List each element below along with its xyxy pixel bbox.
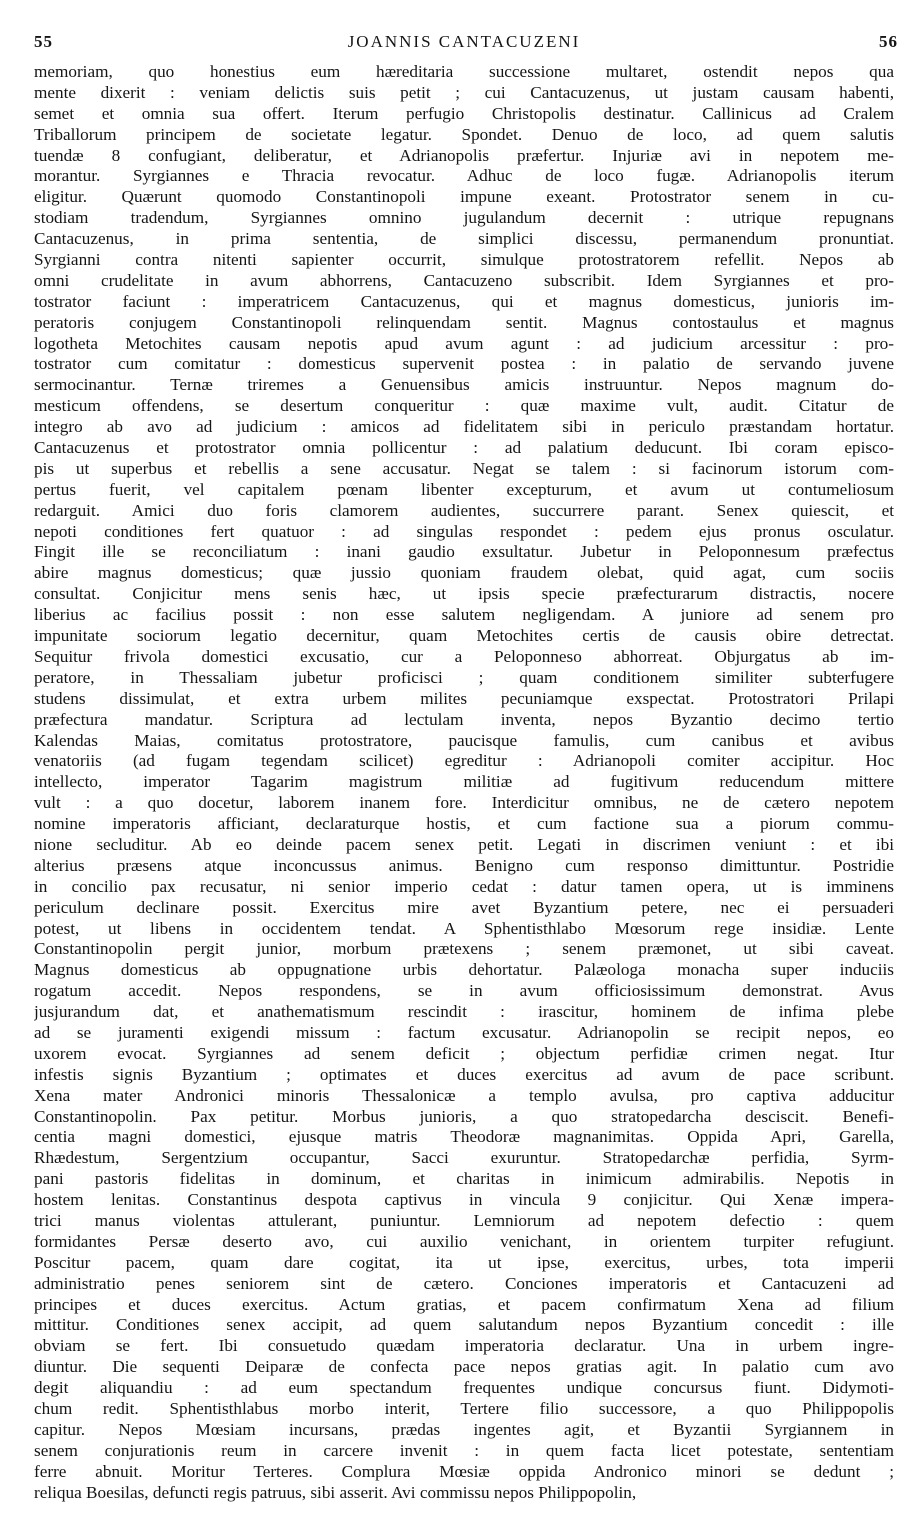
text-line: tuendæ 8 confugiant, deliberatur, et Adrianopolis præfertur. Injuriæ avi in nepotem me-: [34, 145, 894, 165]
text-line: venatoriis (ad fugam tegendam scilicet) egreditur : Adrianopoli comiter accipitur. Hoc: [34, 751, 894, 771]
text-line: Constantinopolin. Pax petitur. Morbus junioris, a quo stratopedarcha desciscit. Benefi-: [34, 1106, 894, 1126]
text-line: Sequitur frivola domestici excusatio, cur a Peloponneso abhorreat. Objurgatus ab im-: [34, 646, 894, 666]
text-line: tostrator faciunt : imperatricem Cantacuzenus, qui et magnus domesticus, junioris im-: [34, 291, 894, 311]
text-line: vult : a quo docetur, laborem inanem fore. Interdicitur omnibus, ne de cætero nepotem: [34, 793, 894, 813]
text-line: morantur. Syrgiannes e Thracia revocatur. Adhuc de loco fugæ. Adrianopolis iterum: [34, 166, 894, 186]
text-line: Magnus domesticus ab oppugnatione urbis dehortatur. Palæologa monacha super induciis: [34, 960, 894, 980]
text-line: integro ab avo ad judicium : amicos ad fidelitatem sibi in periculo præstandam hortatur.: [34, 417, 894, 437]
text-line: reliqua Boesilas, defuncti regis patruus, sibi asserit. Avi commissu nepos Philippopolin,: [34, 1482, 637, 1502]
text-line: omni crudelitate in avum abhorrens, Cantacuzeno subscribit. Idem Syrgiannes et pro-: [34, 270, 894, 290]
page-number-right: 56: [879, 32, 898, 51]
text-line: Fingit ille se reconciliatum : inani gaudio exsultatur. Jubetur in Peloponnesum præfectus: [34, 542, 894, 562]
text-line: chum redit. Sphentisthlabus morbo interit, Tertere filio successore, a quo Philippopolis: [34, 1399, 894, 1418]
text-line: nomine imperatoris afficiant, declaraturque hostis, et cum factione sua a piorum commu-: [34, 814, 894, 834]
text-line: nepoti conditiones fert quatuor : ad singulas respondet : pedem ejus pronus osculatur.: [34, 521, 894, 541]
text-line: degit aliquandiu : ad eum spectandum frequentes undique concursus fiunt. Didymoti-: [34, 1378, 894, 1398]
text-line: pis ut superbus et rebellis a sene accusatur. Negat se talem : si facinorum istorum com-: [34, 458, 894, 478]
text-line: studens dissimulat, et extra urbem milites pecuniamque exspectat. Protostratori Prilapi: [34, 688, 894, 708]
text-line: præfectura mandatur. Scriptura ad lectulam inventa, nepos Byzantio decimo tertio: [34, 709, 894, 729]
text-line: ferre abnuit. Moritur Terteres. Complura Mœsiæ oppida Andronico minori se dedunt ;: [34, 1461, 894, 1481]
text-line: senem conjurationis reum in carcere invenit : in quem facta licet potestate, sententiam: [34, 1440, 894, 1460]
text-line: diuntur. Die sequenti Deiparæ de confecta pace nepos gratias agit. In palatio cum avo: [34, 1357, 894, 1377]
text-line: Constantinopolin pergit junior, morbum prætexens ; senem præmonet, ut sibi caveat.: [34, 939, 894, 959]
text-line: jusjurandum dat, et anathematismum rescindit : irascitur, hominem de infima plebe: [34, 1002, 894, 1022]
text-line: hostem lenitas. Constantinus despota captivus in vincula 9 conjicitur. Qui Xenæ impera-: [34, 1190, 894, 1210]
text-line: Rhædestum, Sergentzium occupantur, Sacci exuruntur. Stratopedarchæ perfidia, Syrm-: [34, 1148, 894, 1168]
page-header: [34, 32, 898, 62]
text-line: uxorem evocat. Syrgiannes ad senem deficit ; objectum perfidiæ crimen negat. Itur: [34, 1043, 894, 1063]
text-line: Xena mater Andronici minoris Thessalonicæ a templo avulsa, pro captiva adducitur: [34, 1085, 894, 1105]
text-line: ad se juramenti exigendi missum : factum excusatur. Adrianopolin se recipit nepos, eo: [34, 1022, 894, 1042]
text-line: abire magnus domesticus; quæ jussio quoniam fraudem olebat, quid agat, cum sociis: [34, 563, 894, 583]
text-line: obviam se fert. Ibi consuetudo quædam imperatoria declaratur. Una in urbem ingre-: [34, 1336, 894, 1356]
text-line: rogatum accedit. Nepos respondens, se in avum officiosissimum demonstrat. Avus: [34, 981, 894, 1001]
text-line: intellecto, imperator Tagarim magistrum militiæ ad fugitivum reducendum mittere: [34, 772, 894, 792]
text-line: semet et omnia sua offert. Iterum perfugio Christopolis destinatur. Callinicus ad Cralem: [34, 103, 894, 123]
text-line: principes et duces exercitus. Actum gratias, et pacem confirmatum Xena ad filium: [34, 1294, 894, 1314]
text-line: mittitur. Conditiones senex accipit, ad quem salutandum nepos Byzantium concedit : ille: [34, 1315, 894, 1335]
text-line: administratio penes seniorem sint de cætero. Conciones imperatoris et Cantacuzeni ad: [34, 1273, 894, 1293]
text-line: Poscitur pacem, quam dare cogitat, ita ut ipse, exercitus, urbes, tota imperii: [34, 1252, 894, 1272]
page-number-left: 55: [34, 32, 53, 51]
text-line: Cantacuzenus et protostrator omnia pollicentur : ad palatium deducunt. Ibi coram episco-: [34, 438, 894, 458]
text-line: Cantacuzenus, in prima sententia, de simplici discessu, permanendum pronuntiat.: [34, 229, 894, 249]
text-line: memoriam, quo honestius eum hæreditaria successione multaret, ostendit nepos qua: [34, 62, 894, 81]
text-line: peratore, in Thessaliam jubetur proficisci ; quam conditionem similiter subterfugere: [34, 667, 894, 687]
text-line: capitur. Nepos Mœsiam incursans, prædas ingentes agit, et Byzantii Syrgiannem in: [34, 1419, 894, 1439]
text-line: periculum declinare possit. Exercitus mire avet Byzantium petere, nec ei persuaderi: [34, 897, 894, 917]
text-line: Syrgianni contra nitenti sapienter occurrit, simulque protostratorem refellit. Nepos ab: [34, 250, 894, 270]
text-line: pertus fuerit, vel capitalem pœnam libenter excepturum, et avum ut contumeliosum: [34, 479, 894, 499]
text-line: peratoris conjugem Constantinopoli relinquendam sentit. Magnus contostaulus et magnus: [34, 312, 894, 332]
text-line: consultat. Conjicitur mens senis hæc, ut ipsis specie præfecturarum distractis, nocere: [34, 584, 894, 604]
text-line: liberius ac facilius possit : non esse salutem negligendam. A juniore ad senem pro: [34, 605, 894, 625]
text-line: Triballorum principem de societate legatur. Spondet. Denuo de loco, ad quem salutis: [34, 124, 894, 144]
text-line: tostrator cum comitatur : domesticus supervenit postea : in palatio de servando juvene: [34, 354, 894, 374]
text-line: potest, ut libens in occidentem tendat. A Sphentisthlabo Mœsorum rege insidiæ. Lente: [34, 918, 894, 938]
text-line: impunitate sociorum legatio decernitur, quam Metochites certis de causis obire detrectat.: [34, 626, 894, 646]
text-line: mesticum offendens, se desertum conqueritur : quæ maxime vult, audit. Citatur de: [34, 396, 894, 416]
text-line: centia magni domestici, ejusque matris Theodoræ magnanimitas. Oppida Apri, Garella,: [34, 1127, 894, 1147]
running-title: JOANNIS CANTACUZENI: [347, 32, 581, 51]
text-line: pani pastoris fidelitas in dominum, et charitas in inimicum admirabilis. Nepotis in: [34, 1169, 894, 1189]
document-page: [34, 32, 898, 1522]
text-line: redarguit. Amici duo foris clamorem audientes, succurrere parant. Senex quiescit, et: [34, 500, 894, 520]
text-line: Kalendas Maias, comitatus protostratore, paucisque famulis, cum canibus et avibus: [34, 730, 894, 750]
text-line: sermocinantur. Ternæ triremes a Genuensibus amicis instruuntur. Nepos magnum do-: [34, 375, 894, 395]
text-line: formidantes Persæ deserto avo, cui auxilio venichant, in orientem turpiter refugiunt.: [34, 1231, 894, 1251]
text-line: in concilio pax recusatur, ni senior imperio cedat : datur tamen opera, ut is imminens: [34, 876, 894, 896]
text-line: logotheta Metochites causam nepotis apud avum agunt : ad judicium arcessitur : pro-: [34, 333, 894, 353]
text-line: eligitur. Quærunt quomodo Constantinopoli impune exeant. Protostrator senem in cu-: [34, 187, 894, 207]
text-line: trici manus violentas attulerant, puniuntur. Lemniorum ad nepotem defectio : quem: [34, 1210, 894, 1230]
text-line: infestis signis Byzantium ; optimates et duces exercitus ad avum de pace scribunt.: [34, 1064, 894, 1084]
body-text: [34, 62, 894, 1503]
text-line: stodiam tradendum, Syrgiannes omnino jugulandum decernit : utrique repugnans: [34, 208, 894, 228]
text-line: nione secluditur. Ab eo deinde pacem senex petit. Legati in discrimen veniunt : et ibi: [34, 834, 894, 854]
text-line: alterius præsens atque inconcussus animus. Benigno cum responso dimittuntur. Postridie: [34, 855, 894, 875]
text-line: mente dixerit : veniam delictis suis petit ; cui Cantacuzenus, ut justam causam habenti,: [34, 82, 894, 102]
